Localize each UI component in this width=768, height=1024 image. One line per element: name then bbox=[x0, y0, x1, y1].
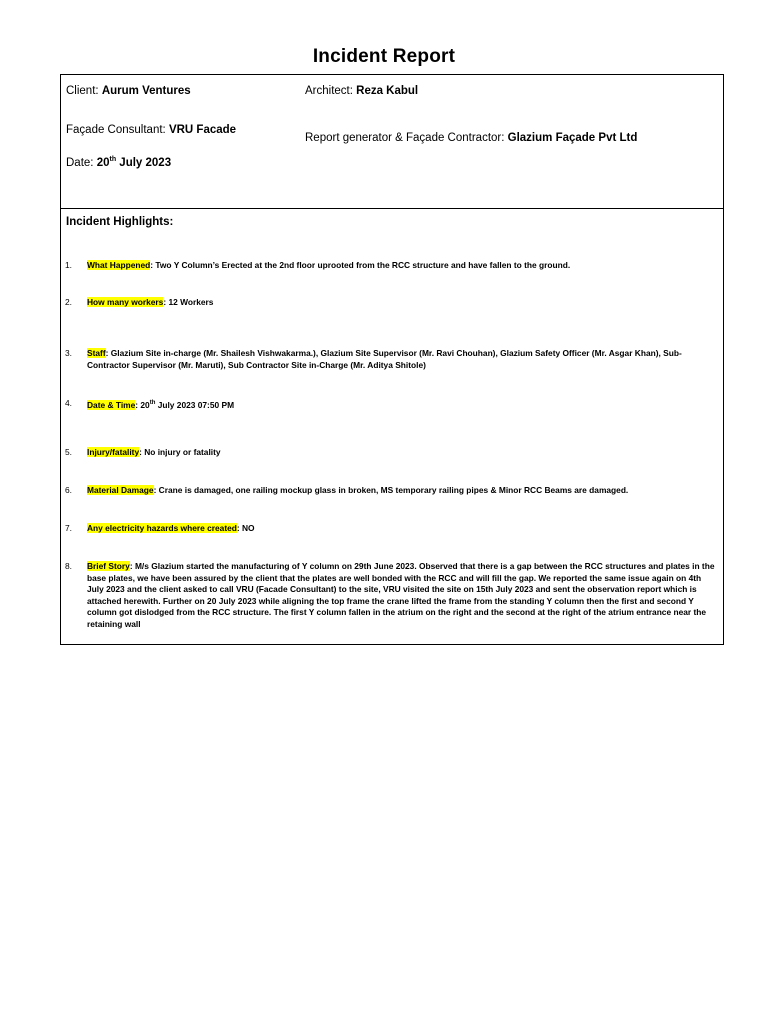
item-label: Any electricity hazards where created bbox=[87, 523, 237, 533]
item-body: : No injury or fatality bbox=[139, 447, 221, 457]
item-label: Brief Story bbox=[87, 561, 130, 571]
architect-value: Reza Kabul bbox=[356, 85, 419, 97]
date-rest: July 2023 bbox=[116, 156, 172, 169]
item-body: : Glazium Site in-charge (Mr. Shailesh Vishwakarma.), Glazium Site Supervisor (Mr. Ravi Chouhan), Glazium Safety Officer (Mr. Asgar Khan), Sub-Contractor Supervisor (Mr. Maruti), Sub Contractor Site in-Charge (Mr. Aditya Shitole) bbox=[87, 348, 682, 370]
consultant-value: VRU Facade bbox=[168, 124, 237, 136]
item-label: Staff bbox=[87, 348, 106, 358]
date-label: Date: bbox=[66, 156, 94, 169]
date-field bbox=[66, 156, 171, 169]
date-sup: th bbox=[109, 156, 117, 163]
item-body: : Two Y Column’s Erected at the 2nd floor uprooted from the RCC structure and have fallen to the ground. bbox=[150, 260, 571, 270]
item-number: 6. bbox=[65, 485, 72, 495]
item-label: Date & Time bbox=[87, 399, 136, 410]
item-text bbox=[87, 561, 715, 631]
client-field bbox=[66, 85, 191, 97]
report-header bbox=[61, 75, 723, 209]
item-text bbox=[87, 523, 715, 535]
date-day: 20 bbox=[96, 156, 110, 169]
architect-label: Architect: bbox=[305, 85, 353, 97]
item-label: What Happened bbox=[87, 260, 151, 270]
client-label: Client: bbox=[66, 85, 99, 97]
item-label: How many workers bbox=[87, 297, 164, 307]
item-text bbox=[87, 297, 715, 309]
contractor-field bbox=[305, 132, 637, 144]
item-sup: th bbox=[149, 400, 156, 406]
item-body: : 12 Workers bbox=[163, 297, 214, 307]
client-value: Aurum Ventures bbox=[101, 85, 191, 97]
item-body: July 2023 07:50 PM bbox=[155, 399, 235, 410]
item-body-pre: : 20 bbox=[135, 399, 150, 410]
date-value bbox=[97, 157, 171, 169]
item-label: Material Damage bbox=[87, 485, 154, 495]
item-body: : NO bbox=[236, 523, 255, 533]
item-number: 3. bbox=[65, 348, 72, 358]
item-text bbox=[87, 348, 715, 371]
item-number: 4. bbox=[65, 398, 72, 408]
item-label: Injury/fatality bbox=[87, 447, 140, 457]
item-text bbox=[87, 485, 715, 497]
page-title: Incident Report bbox=[312, 46, 456, 67]
item-text bbox=[87, 398, 715, 411]
item-number: 8. bbox=[65, 561, 72, 571]
item-body: : Crane is damaged, one railing mockup glass in broken, MS temporary railing pipes & Minor RCC Beams are damaged. bbox=[153, 485, 629, 495]
item-number: 5. bbox=[65, 447, 72, 457]
contractor-label: Report generator & Façade Contractor: bbox=[305, 132, 505, 144]
item-number: 7. bbox=[65, 523, 72, 533]
contractor-value: Glazium Façade Pvt Ltd bbox=[507, 132, 638, 144]
item-number: 1. bbox=[65, 260, 72, 270]
consultant-label: Façade Consultant: bbox=[66, 124, 166, 136]
item-text bbox=[87, 260, 715, 272]
report-box bbox=[60, 74, 724, 645]
architect-field bbox=[305, 85, 418, 97]
consultant-field bbox=[66, 124, 236, 136]
item-number: 2. bbox=[65, 297, 72, 307]
item-text bbox=[87, 447, 715, 459]
item-body: : M/s Glazium started the manufacturing of Y column on 29th June 2023. Observed that there is a gap between the RCC structures and plates in the base plates, we have been assured by the client that the plates are well bonded with the RCC and will fill the gap. We reported the same issue again on 4th July 2023 and the client asked to call VRU (Facade Consultant) to the site, VRU visited the site on 15th July 2023 and sent the observation report which is attached herewith. Further on 20 July 2023 while aligning the top frame the crane lifted the frame from the standing Y column then the first and second Y column got dislodged from the RCC structure. The first Y column fallen in the atrium on the right and the second at the right of the atrium entrance near the retaining wall bbox=[87, 561, 715, 629]
highlights-title: Incident Highlights: bbox=[66, 216, 174, 228]
